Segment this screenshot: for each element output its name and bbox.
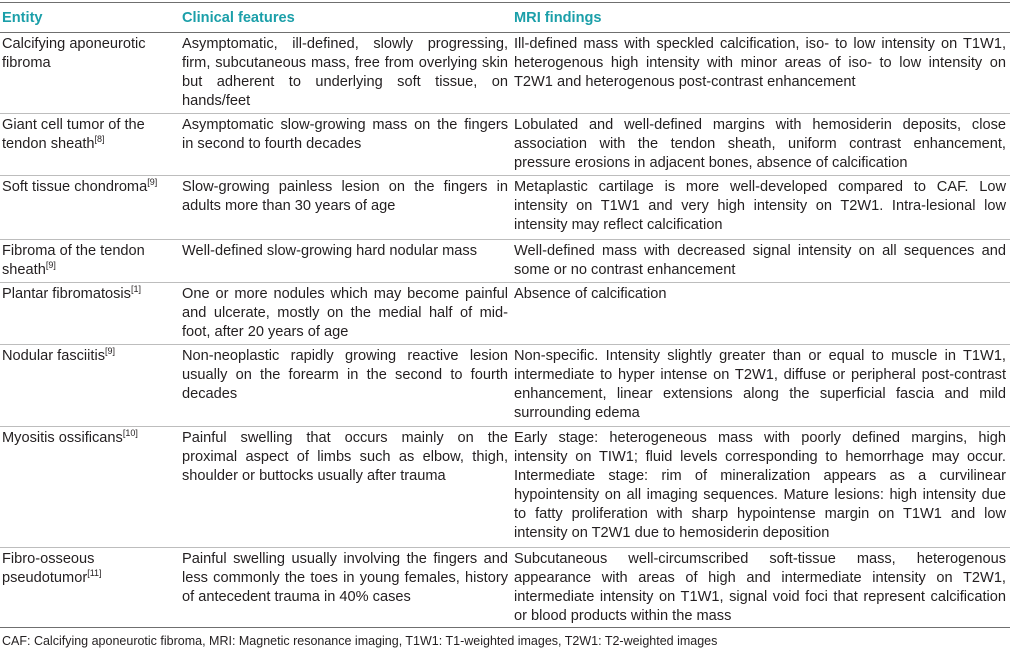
clinical-features-cell: Painful swelling that occurs mainly on the proximal aspect of limbs such as elbow, thigh, shoulder or buttocks usually after trauma <box>180 427 512 548</box>
header-clinical-features: Clinical features <box>180 3 512 33</box>
table-row <box>0 345 1010 427</box>
reference-marker: [1] <box>130 284 141 295</box>
clinical-features-cell: One or more nodules which may become painful and ulcerate, mostly on the medial half of mid-foot, after 20 years of age <box>180 283 512 345</box>
mri-findings-cell: Lobulated and well-defined margins with hemosiderin deposits, close association with the tendon sheath, uniform contrast enhancement, pressure erosions in adjacent bones, absence of calcification <box>512 114 1010 176</box>
table-row <box>0 176 1010 240</box>
clinical-features-cell: Asymptomatic slow-growing mass on the fingers in second to fourth decades <box>180 114 512 176</box>
table-row <box>0 114 1010 176</box>
entity-cell <box>0 114 180 176</box>
entity-name: Calcifying aponeurotic fibroma <box>2 36 146 71</box>
mri-findings-cell: Subcutaneous well-circumscribed soft-tissue mass, heterogenous appearance with areas of high and intermediate intensity on T2W1, intermediate intensity on T1W1, signal void foci that represent calcification or blood products within the mass <box>512 548 1010 628</box>
entity-name: Fibroma of the tendon sheath <box>2 243 145 278</box>
reference-marker: [11] <box>87 568 102 579</box>
table-row <box>0 240 1010 283</box>
entity-cell <box>0 240 180 283</box>
reference-marker: [10] <box>122 428 138 439</box>
header-entity: Entity <box>0 3 180 33</box>
table-row <box>0 427 1010 548</box>
mri-findings-cell: Early stage: heterogeneous mass with poorly defined margins, high intensity on TIW1; fluid levels corresponding to hemorrhage may occur. Intermediate stage: rim of mineralization appears as a curvilinear hypointensity on all imaging sequences. Mature lesions: high intensity due to fatty proliferation with sharp hypointense margin on T1W1 and low intensity on T2W1 due to hemosiderin deposition <box>512 427 1010 548</box>
table-row <box>0 283 1010 345</box>
table-row <box>0 33 1010 114</box>
clinical-features-cell: Well-defined slow-growing hard nodular mass <box>180 240 512 283</box>
entity-cell <box>0 548 180 628</box>
entity-cell <box>0 176 180 240</box>
entity-cell <box>0 33 180 114</box>
table-row <box>0 548 1010 628</box>
entity-cell <box>0 283 180 345</box>
reference-marker: [8] <box>94 134 105 145</box>
reference-marker: [9] <box>105 346 116 357</box>
entity-name: Myositis ossificans <box>2 430 123 446</box>
entity-name: Giant cell tumor of the tendon sheath <box>2 117 145 152</box>
clinical-features-cell: Slow-growing painless lesion on the fingers in adults more than 30 years of age <box>180 176 512 240</box>
mri-findings-cell: Well-defined mass with decreased signal intensity on all sequences and some or no contrast enhancement <box>512 240 1010 283</box>
mri-findings-cell: Absence of calcification <box>512 283 1010 345</box>
entity-name: Fibro-osseous pseudotumor <box>2 551 95 586</box>
header-row <box>0 3 1010 33</box>
table-footnote: CAF: Calcifying aponeurotic fibroma, MRI: Magnetic resonance imaging, T1W1: T1-weighted images, T2W1: T2-weighted images <box>2 634 718 648</box>
reference-marker: [9] <box>147 177 158 188</box>
entity-cell <box>0 345 180 427</box>
entity-cell <box>0 427 180 548</box>
entity-name: Soft tissue chondroma <box>2 179 148 195</box>
header-mri-findings: MRI findings <box>512 3 1010 33</box>
clinical-features-cell: Asymptomatic, ill-defined, slowly progressing, firm, subcutaneous mass, free from overlying skin but adherent to underlying soft tissue, on hands/feet <box>180 33 512 114</box>
mri-findings-cell: Metaplastic cartilage is more well-developed compared to CAF. Low intensity on T1W1 and very high intensity on T2W1. Intra-lesional low intensity may reflect calcification <box>512 176 1010 240</box>
reference-marker: [9] <box>45 260 56 271</box>
clinical-features-cell: Painful swelling usually involving the fingers and less commonly the toes in young females, history of antecedent trauma in 40% cases <box>180 548 512 628</box>
mri-findings-cell: Non-specific. Intensity slightly greater than or equal to muscle in T1W1, intermediate to hyper intense on T2W1, diffuse or peripheral post-contrast enhancement, linear extensions along the superficial fascia and mild surrounding edema <box>512 345 1010 427</box>
entity-name: Nodular fasciitis <box>2 348 106 364</box>
clinical-features-cell: Non-neoplastic rapidly growing reactive lesion usually on the forearm in the second to fourth decades <box>180 345 512 427</box>
mri-findings-cell: Ill-defined mass with speckled calcification, iso- to low intensity on T1W1, heterogenous high intensity with minor areas of iso- to low intensity on T2W1 and heterogenous post-contrast enhancement <box>512 33 1010 114</box>
differential-diagnosis-table <box>0 2 1010 628</box>
entity-name: Plantar fibromatosis <box>2 286 131 302</box>
